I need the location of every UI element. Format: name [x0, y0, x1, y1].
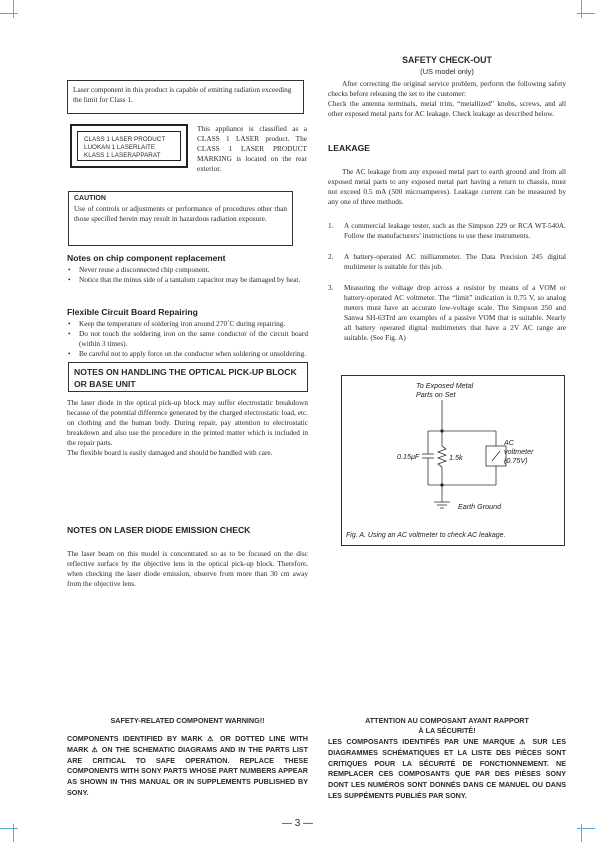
item-number: 3. — [328, 283, 334, 292]
pickup-text — [67, 398, 308, 458]
pickup-paragraph: The laser diode in the optical pick-up block may suffer electrostatic breakdown because of the potential difference generated by the charged electrostatic load, etc. on clothing and the human body. During repair, pay attention to electrostatic breakdown and also use the procedure in the printed matter which is included in the repair parts. — [67, 398, 308, 447]
chip-section-title: Notes on chip component replacement — [67, 253, 226, 263]
list-item: • Keep the temperature of soldering iron around 270˚C during repairing. — [67, 319, 308, 329]
list-item: • Do not touch the soldering iron on the same conductor of the circuit board (within 3 times). — [67, 329, 308, 349]
flex-section-title: Flexible Circuit Board Repairing — [67, 307, 198, 317]
warning-fr-title-line: ATTENTION AU COMPOSANT AYANT RAPPORT — [365, 716, 529, 725]
label-line: LUOKAN 1 LASERLAITE — [84, 144, 156, 152]
figure-caption: Fig. A. Using an AC voltmeter to check AC leakage. — [346, 532, 506, 539]
caution-title: CAUTION — [74, 195, 106, 202]
class-note: This appliance is classified as a CLASS 1 LASER product. The CLASS 1 LASER PRODUCT MARKING is located on the rear exterior. — [197, 124, 307, 173]
safety-intro — [328, 79, 566, 119]
leakage-title: LEAKAGE — [328, 143, 371, 153]
list-item — [328, 221, 566, 241]
figure-a — [341, 375, 565, 546]
warning-fr-title-line: À LA SÉCURITÉ! — [418, 726, 476, 735]
ground-label: Earth Ground — [458, 502, 502, 511]
leakage-text: The AC leakage from any exposed metal part to earth ground and from all exposed metal parts to any exposed metal part having a return to chassis, must not exceed 0.5 mA (500 microamperes). Leakage current can be measured by any one of three methods. — [328, 167, 566, 206]
item-text: A commercial leakage tester, such as the Simpson 229 or RCA WT-540A. Follow the manufacturers’ instructions to use these instruments. — [344, 221, 566, 240]
emission-section-title: NOTES ON LASER DIODE EMISSION CHECK — [67, 525, 251, 535]
item-text: Measuring the voltage drop across a resistor by means of a VOM or battery-operated AC voltmeter. The “limit” indication is 0.75 V, so analog meters must have an accurate low-voltage scale. The Simpson 250 and Sanwa SH-63Trd are examples of a passive VOM that is suitable. Nearly all battery operated digital multimeters that have a 2V AC range are suitable. (See Fig. A) — [344, 283, 566, 342]
label-line: KLASS 1 LASERAPPARAT — [84, 152, 161, 160]
list-item — [328, 283, 566, 343]
top-label: To Exposed Metal — [416, 381, 474, 390]
meter-label: AC — [504, 438, 514, 447]
page-number: — 3 — — [281, 818, 314, 829]
list-item: • Notice that the minus side of a tantalum capacitor may be damaged by heat. — [67, 275, 308, 285]
list-item: • Be careful not to apply force on the conductor when soldering or unsoldering. — [67, 349, 308, 359]
item-number: 2. — [328, 252, 334, 261]
class1-laser-label — [70, 124, 188, 168]
capacitor-label: 0.15μF — [397, 452, 420, 461]
list-item — [328, 252, 566, 272]
safety-intro-paragraph: After correcting the original service problem, perform the following safety checks before releasing the set to the customer: — [328, 79, 566, 98]
safety-subtitle: (US model only) — [420, 67, 474, 76]
pickup-section-title: NOTES ON HANDLING THE OPTICAL PICK-UP BLOCK OR BASE UNIT — [68, 362, 308, 392]
warning-fr-title — [328, 716, 566, 736]
meter-label: (0.75V) — [504, 456, 528, 465]
crop-mark — [0, 13, 18, 14]
meter-label: voltmeter — [504, 447, 534, 456]
item-number: 1. — [328, 221, 334, 230]
caution-box — [68, 191, 293, 246]
label-line: CLASS 1 LASER PRODUCT — [84, 136, 166, 143]
safety-intro-paragraph: Check the antenna terminals, metal trim, “metallized” knobs, screws, and all other exposed metal parts for AC leakage. Check leakage as described below. — [328, 99, 566, 118]
chip-list — [67, 265, 308, 285]
crop-mark — [13, 0, 14, 18]
warning-en-text: COMPONENTS IDENTIFIED BY MARK ⚠ OR DOTTED LINE WITH MARK ⚠ ON THE SCHEMATIC DIAGRAMS AND IN THE PARTS LIST ARE CRITICAL TO SAFE OPERATION. REPLACE THESE COMPONENTS WITH SONY PARTS WHOSE PART NUMBERS APPEAR AS SHOWN IN THIS MANUAL OR IN SUPPLEMENTS PUBLISHED BY SONY. — [67, 734, 308, 797]
crop-mark — [577, 13, 595, 14]
circuit-diagram — [342, 376, 566, 547]
item-text: A battery-operated AC milliammeter. The Data Precision 245 digital multimeter is suitable for this job. — [344, 252, 566, 271]
warning-fr-text: LES COMPOSANTS IDENTIFÉS PAR UNE MARQUE ⚠ SUR LES DIAGRAMMES SCHÉMATIQUES ET LA LISTE DES PIÈCES SONT CRITIQUES POUR LA SÉCURITÉ DE FONCTIONNEMENT. NE REMPLACER CES COMPOSANTS QUE PAR DES PIÈSES SONY DONT LES NUMÉROS SONT DONNÉS DANS CE MANUEL OU DANS LES SUPPÉMENTS PUBLIÉS PAR SONY. — [328, 737, 566, 800]
warning-en-title: SAFETY-RELATED COMPONENT WARNING!! — [110, 716, 265, 725]
safety-title: SAFETY CHECK-OUT — [402, 55, 492, 65]
emission-text: The laser beam on this model is concentrated so as to be focused on the disc reflective surface by the objective lens in the optical pick-up block. Therefore, when checking the laser diode emission, observe from more than 30 cm away from the objective lens. — [67, 549, 308, 588]
top-label: Parts on Set — [416, 390, 456, 399]
crop-mark — [581, 0, 582, 18]
leakage-methods — [328, 221, 566, 354]
flex-list — [67, 319, 308, 359]
pickup-paragraph: The flexible board is easily damaged and should be handled with care. — [67, 448, 273, 457]
laser-notice-text: Laser component in this product is capable of emitting radiation exceeding the limit for Class 1. — [73, 85, 292, 104]
resistor-label: 1.5k — [449, 453, 463, 462]
caution-text: Use of controls or adjustments or performance of procedures other than those specified herein may result in hazardous radiation exposure. — [74, 204, 287, 223]
list-item: • Never reuse a disconnected chip component. — [67, 265, 308, 275]
laser-notice-box — [67, 80, 304, 114]
